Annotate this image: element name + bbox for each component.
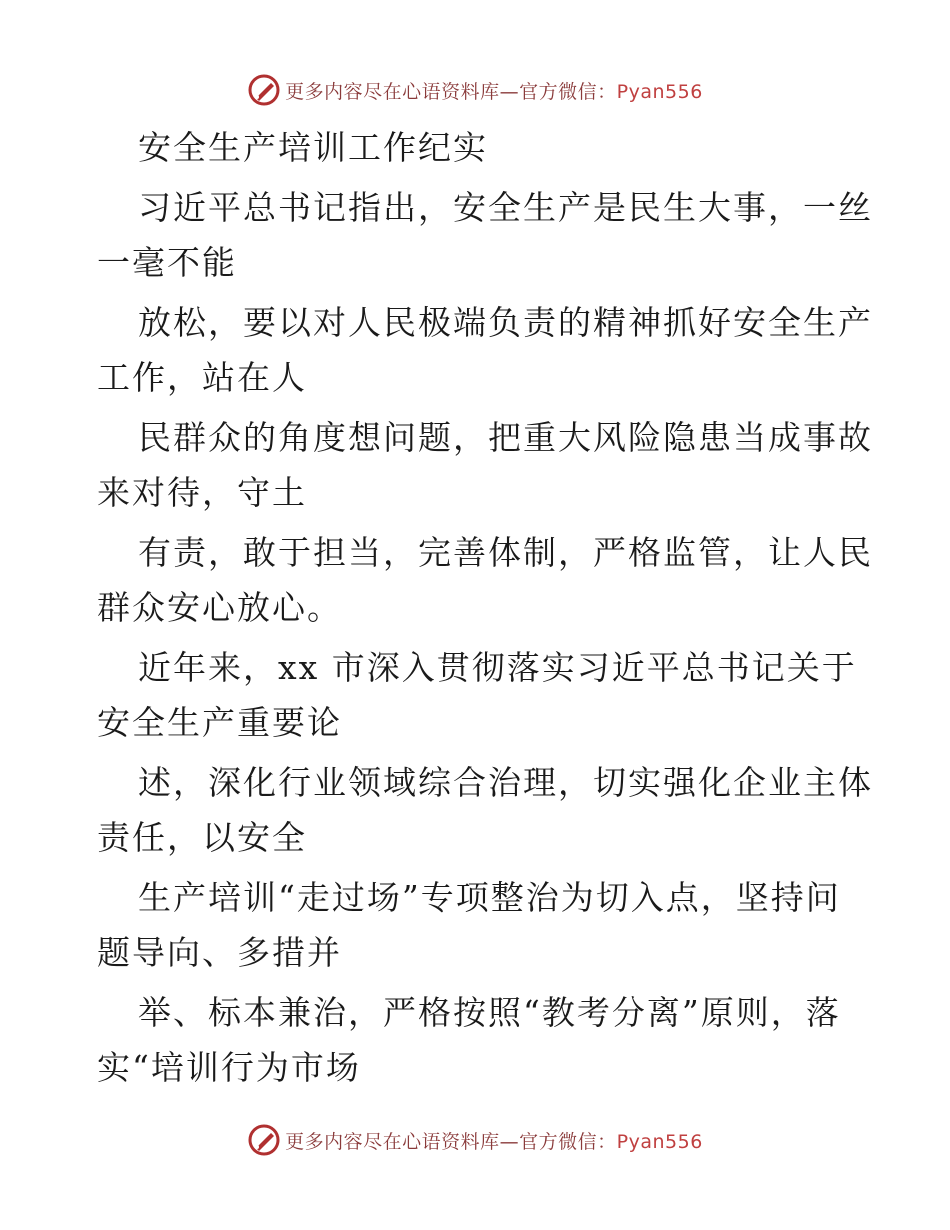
paragraph-line: 举、标本兼治，严格按照“教考分离”原则，落 [138, 993, 841, 1032]
paragraph-line: 述，深化行业领域综合治理，切实强化企业主体 [138, 763, 873, 802]
paragraph-line: 放松，要以对人民极端负责的精神抓好安全生产 [138, 303, 873, 342]
paragraph-line: 题导向、多措并 [97, 933, 342, 972]
paragraph-line: 来对待，守土 [97, 473, 307, 512]
paragraph-line: 安全生产重要论 [97, 703, 342, 742]
paragraph-line: 民群众的角度想问题，把重大风险隐患当成事故 [138, 418, 873, 457]
pen-logo-icon [247, 1123, 281, 1157]
paragraph-line: 群众安心放心。 [97, 588, 342, 627]
watermark-text: 更多内容尽在心语资料库—官方微信：Pyan556 [285, 80, 703, 103]
pen-logo-icon [247, 73, 281, 107]
paragraph-line: 有责，敢于担当，完善体制，严格监管，让人民 [138, 533, 873, 572]
watermark-text: 更多内容尽在心语资料库—官方微信：Pyan556 [285, 1130, 703, 1153]
paragraph-line: 近年来，xx 市深入贯彻落实习近平总书记关于 [138, 648, 857, 687]
paragraph-line: 工作，站在人 [97, 358, 307, 397]
paragraph-line: 实“培训行为市场 [97, 1048, 361, 1087]
header-watermark-banner [0, 70, 950, 110]
paragraph-line: 生产培训“走过场”专项整治为切入点，坚持问 [138, 878, 841, 917]
paragraph-line: 一毫不能 [97, 243, 237, 282]
document-title: 安全生产培训工作纪实 [138, 128, 488, 167]
footer-watermark-banner [0, 1120, 950, 1160]
paragraph-line: 责任，以安全 [97, 818, 307, 857]
paragraph-line: 习近平总书记指出，安全生产是民生大事，一丝 [138, 188, 873, 227]
